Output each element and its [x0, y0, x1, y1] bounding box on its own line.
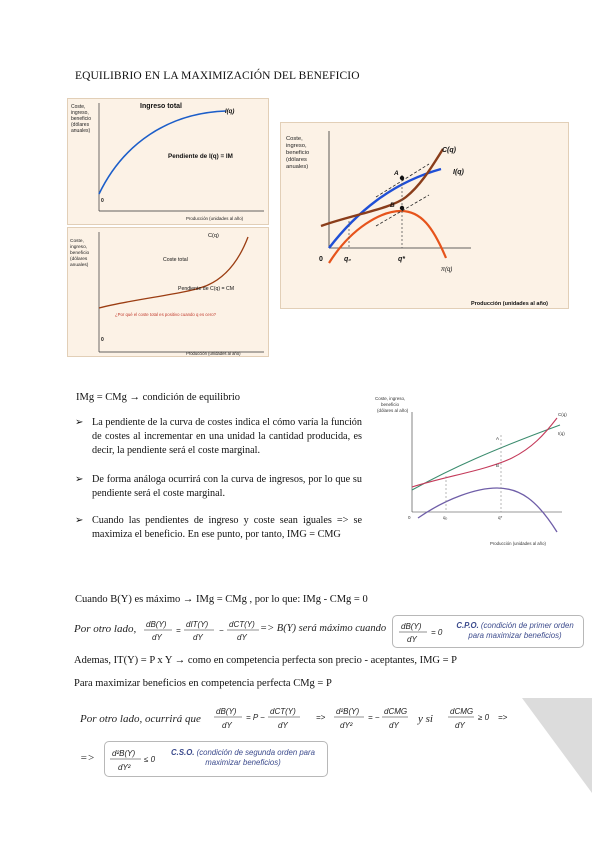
svg-text:dY²: dY²	[118, 763, 131, 772]
maximize-line: Para maximizar beneficios en competencia perfecta CMg = P	[74, 678, 332, 689]
ylabel-3: (dólares	[71, 122, 90, 128]
svg-text:=>: =>	[498, 713, 508, 722]
point-a-label: A	[496, 436, 500, 441]
svg-text:=>: =>	[316, 713, 326, 722]
bullet-cost-slope	[75, 416, 362, 459]
origin-label: 0	[101, 337, 104, 343]
bullet-marker: ➢	[75, 417, 84, 428]
formula1-tail: => B(Y) será máximo cuando	[260, 623, 387, 634]
formula2-middle: y si	[418, 713, 433, 725]
point-b-label: B	[496, 463, 500, 468]
cpo-box	[392, 615, 584, 648]
svg-text:−: −	[219, 626, 224, 635]
svg-text:dY: dY	[237, 633, 247, 642]
equilibrium-condition: IMg = CMg → condición de equilibrio	[76, 392, 240, 403]
origin-label: 0	[319, 256, 323, 263]
svg-text:= P −: = P −	[246, 713, 265, 722]
small-equilibrium-figure	[372, 390, 582, 548]
svg-text:dY: dY	[193, 633, 203, 642]
svg-text:dB(Y): dB(Y)	[146, 620, 167, 629]
xlabel: Producción (unidades al año)	[186, 216, 244, 221]
question-text: ¿Por qué el coste total es positivo cuando q es cero?	[115, 312, 217, 317]
revenue-curve-label: I(q)	[558, 431, 565, 436]
cost-curve-label: C(q)	[442, 147, 456, 154]
svg-text:dY: dY	[278, 721, 288, 730]
cost-curve	[99, 237, 248, 308]
max-condition-line: Cuando B(Y) es máximo → IMg = CMg , por lo que: IMg - CMg = 0	[75, 594, 368, 605]
first-order-formula	[74, 614, 586, 648]
xlabel: Producción (unidades al año)	[186, 351, 241, 356]
svg-text:=: =	[176, 626, 181, 635]
cost-curve	[412, 418, 557, 487]
svg-text:dB(Y): dB(Y)	[401, 622, 422, 631]
ylabel-0: Coste,	[71, 104, 86, 110]
ylabel-3: (dólares	[286, 157, 307, 163]
xlabel: Producción (unidades al año)	[490, 541, 546, 546]
revenue-curve-label: I(q)	[225, 109, 235, 115]
small-equilibrium-chart	[372, 390, 582, 548]
cpo-title: C.P.O.	[456, 621, 479, 630]
cso-expression	[109, 742, 161, 776]
profit-curve-label: π(q)	[441, 267, 453, 273]
point-a-marker	[400, 176, 404, 180]
svg-text:dY: dY	[455, 721, 465, 730]
ylabel-2: beneficio	[71, 116, 92, 122]
svg-text:dCT(Y): dCT(Y)	[270, 707, 296, 716]
bullet-text: La pendiente de la curva de costes indica el cómo varía la función de costes al incrementar en una unidad la cantidad producida, es decir, la pendiente será el coste marginal.	[92, 417, 362, 457]
cost-curve-label: C(q)	[208, 233, 219, 239]
revenue-curve-label: I(q)	[453, 169, 464, 176]
bullet-max-profit	[75, 514, 362, 542]
cost-curve-name: Coste total	[163, 257, 188, 263]
svg-text:dY²: dY²	[340, 721, 353, 730]
svg-text:dB(Y): dB(Y)	[216, 707, 237, 716]
cost-figure	[67, 227, 269, 357]
revenue-figure	[67, 98, 269, 225]
revenue-curve	[329, 169, 441, 248]
bullet-marker: ➢	[75, 474, 84, 485]
origin-label: 0	[101, 198, 104, 204]
svg-text:dCMG: dCMG	[384, 707, 408, 716]
ylabel-0: Coste,	[70, 239, 84, 244]
revenue-chart	[68, 99, 268, 224]
slope-label: Pendiente de I(q) = IM	[168, 153, 233, 160]
ylabel-0: Coste, ingreso,	[375, 396, 406, 401]
ylabel-1: ingreso,	[71, 110, 89, 116]
qstar-label: q*	[498, 515, 503, 520]
cso-box	[104, 741, 328, 777]
svg-text:d²B(Y): d²B(Y)	[112, 749, 136, 758]
profit-curve	[418, 488, 557, 532]
point-b-marker	[400, 206, 404, 210]
chart-title: Ingreso total	[140, 103, 183, 110]
ylabel-2: beneficio	[286, 150, 310, 156]
q0-label: q₀	[344, 256, 352, 263]
equilibrium-figure	[280, 122, 569, 309]
cost-curve-label: C(q)	[558, 412, 567, 417]
ylabel-1: ingreso,	[70, 245, 88, 250]
slope-label: Pendiente de C(q) = CM	[178, 286, 235, 292]
cost-chart	[68, 228, 268, 356]
ylabel-4: anuales)	[286, 164, 309, 170]
svg-text:dY: dY	[222, 721, 232, 730]
svg-text:d²B(Y): d²B(Y)	[336, 707, 360, 716]
point-b-label: B	[390, 202, 395, 209]
formula1-lead: Por otro lado,	[74, 623, 137, 635]
qstar-label: q*	[398, 256, 405, 263]
svg-text:dCT(Y): dCT(Y)	[229, 620, 255, 629]
ylabel-3: (dólares	[70, 257, 88, 262]
cpo-text	[449, 621, 581, 640]
second-order-formula	[74, 699, 524, 739]
bullet-marker: ➢	[75, 515, 84, 526]
origin-label: 0	[408, 515, 411, 520]
cso-description: (condición de segunda orden para maximizar beneficios)	[196, 748, 315, 767]
cpo-expression	[397, 616, 447, 647]
ylabel-0: Coste,	[286, 136, 303, 142]
ylabel-4: anuales)	[71, 128, 91, 134]
ylabel-2: beneficio	[70, 251, 90, 256]
equilibrium-chart	[281, 123, 568, 308]
svg-text:= −: = −	[368, 713, 380, 722]
ylabel-2: (dólares al año)	[377, 408, 409, 413]
bullet-text: De forma análoga ocurrirá con la curva de ingresos, por lo que su pendiente será el coste marginal.	[92, 474, 362, 500]
formula2-lead: Por otro lado, ocurrirá que	[80, 713, 201, 725]
xlabel: Producción (unidades al año)	[471, 301, 549, 307]
svg-text:≤ 0: ≤ 0	[144, 755, 156, 764]
svg-text:dY: dY	[152, 633, 162, 642]
ylabel-1: ingreso,	[286, 143, 307, 149]
bullet-text: Cuando las pendientes de ingreso y coste sean iguales => se maximiza el beneficio. En ese punto, por tanto, IMG = CMG	[92, 515, 362, 541]
cpo-description: (condición de primer orden para maximizar beneficios)	[468, 621, 574, 640]
svg-text:≥ 0: ≥ 0	[478, 713, 490, 722]
formula2-arrow: =>	[80, 752, 95, 764]
perfect-competition-line: Ademas, IT(Y) = P x Y → como en competencia perfecta son precio - aceptantes, IMG = P	[74, 655, 458, 666]
svg-text:= 0: = 0	[431, 628, 443, 637]
q0-label: q₀	[443, 515, 448, 520]
svg-text:dY: dY	[389, 721, 399, 730]
cso-title: C.S.O.	[171, 748, 195, 757]
svg-text:dY: dY	[407, 635, 417, 644]
bullet-revenue-slope	[75, 473, 362, 501]
cso-text	[163, 748, 323, 767]
ylabel-4: anuales)	[70, 263, 89, 268]
svg-text:dCMG: dCMG	[450, 707, 474, 716]
page-title: EQUILIBRIO EN LA MAXIMIZACIÓN DEL BENEFICIO	[75, 70, 360, 82]
ylabel-1: beneficio	[381, 402, 400, 407]
svg-text:dIT(Y): dIT(Y)	[186, 620, 209, 629]
formula2-condition	[446, 699, 516, 739]
point-a-label: A	[394, 170, 399, 177]
